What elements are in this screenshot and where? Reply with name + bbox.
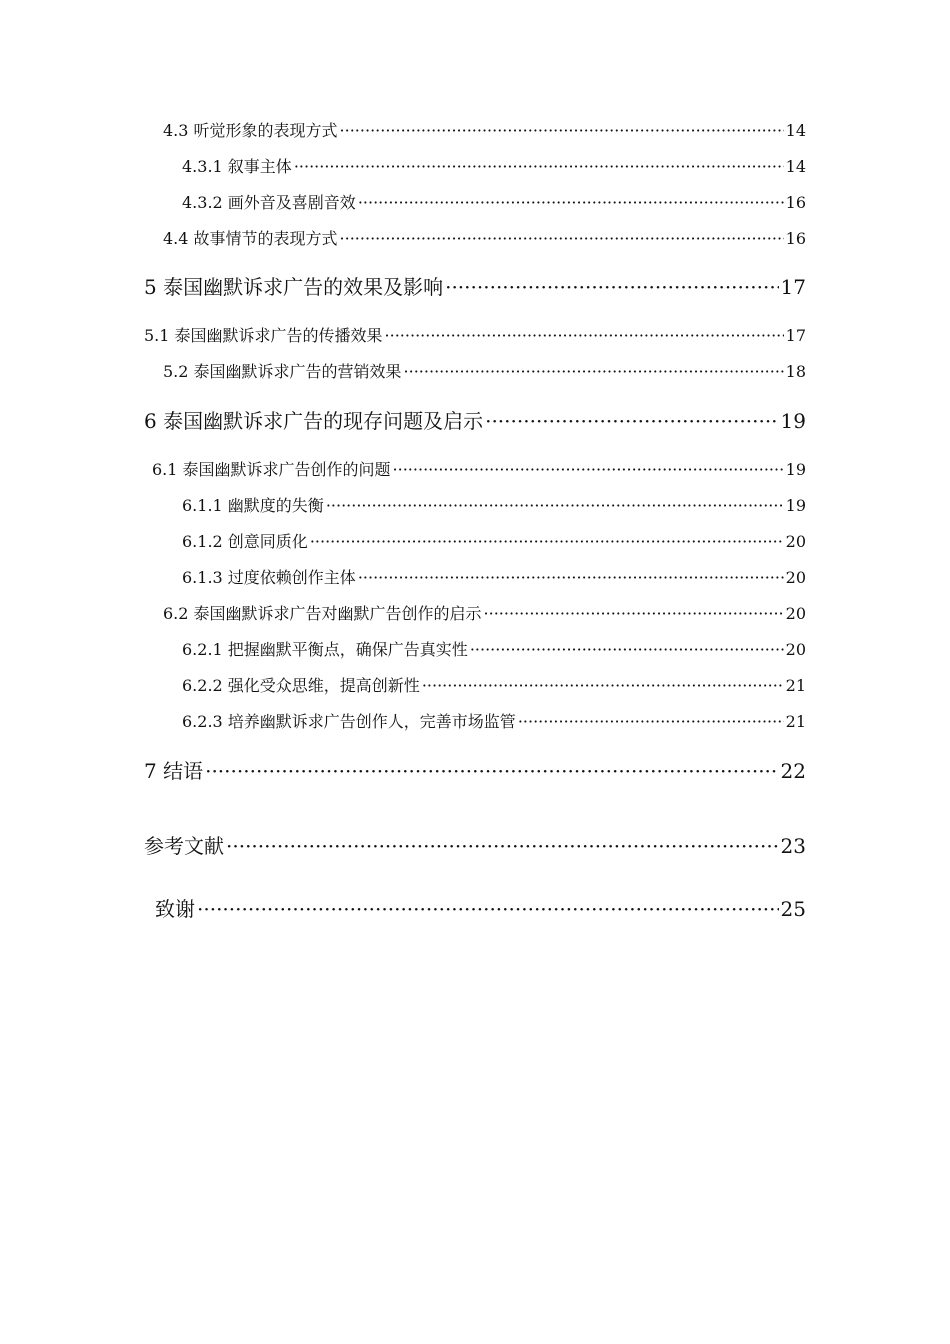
toc-entry-label: 5.1 泰国幽默诉求广告的传播效果 <box>144 326 383 345</box>
toc-entry-page: 14 <box>785 157 806 176</box>
dot-leader <box>422 676 784 695</box>
toc-entry-label: 6.2 泰国幽默诉求广告对幽默广告创作的启示 <box>163 604 482 623</box>
toc-entry[interactable] <box>182 154 806 177</box>
dot-leader <box>358 193 784 212</box>
dot-leader <box>484 604 784 623</box>
toc-entry-label: 6.1.2 创意同质化 <box>182 532 308 551</box>
toc-entry-label: 6.1.3 过度依赖创作主体 <box>182 568 356 587</box>
toc-chapter-label: 致谢 <box>155 897 195 921</box>
toc-entry-label: 6.1 泰国幽默诉求广告创作的问题 <box>152 460 391 479</box>
toc-entry[interactable] <box>182 637 806 660</box>
toc-entry[interactable] <box>163 359 806 382</box>
dot-leader <box>197 897 779 921</box>
toc-chapter-label: 5 泰国幽默诉求广告的效果及影响 <box>144 275 444 299</box>
toc-entry[interactable] <box>182 529 806 552</box>
toc-entry-page: 16 <box>785 229 806 248</box>
toc-entry-page: 21 <box>785 676 806 695</box>
toc-entry-label: 4.4 故事情节的表现方式 <box>163 229 338 248</box>
toc-entry[interactable] <box>163 226 806 249</box>
toc-entry-label: 6.1.1 幽默度的失衡 <box>182 496 324 515</box>
dot-leader <box>470 640 784 659</box>
toc-entry[interactable] <box>182 190 806 213</box>
dot-leader <box>385 326 784 345</box>
toc-entry-page: 21 <box>785 712 806 731</box>
dot-leader <box>310 532 784 551</box>
toc-entry-page: 20 <box>785 568 806 587</box>
toc-entry[interactable] <box>163 601 806 624</box>
dot-leader <box>393 460 784 479</box>
toc-entry[interactable] <box>182 673 806 696</box>
toc-entry-label: 6.2.2 强化受众思维，提高创新性 <box>182 676 420 695</box>
toc-entry-page: 20 <box>785 604 806 623</box>
toc-chapter[interactable] <box>144 755 806 784</box>
dot-leader <box>340 121 784 140</box>
toc-chapter-page: 23 <box>780 834 806 858</box>
toc-entry[interactable] <box>152 457 806 480</box>
toc-chapter-page: 19 <box>780 409 806 433</box>
toc-entry[interactable] <box>144 323 806 346</box>
toc-chapter-page: 25 <box>780 897 806 921</box>
toc-chapter[interactable] <box>144 830 806 859</box>
toc-entry-page: 18 <box>785 362 806 381</box>
toc-entry-label: 4.3.2 画外音及喜剧音效 <box>182 193 356 212</box>
dot-leader <box>294 157 784 176</box>
toc-entry[interactable] <box>182 493 806 516</box>
toc-entry-page: 14 <box>785 121 806 140</box>
toc-entry[interactable] <box>182 565 806 588</box>
toc-chapter-label: 7 结语 <box>144 759 204 783</box>
toc-entry-label: 6.2.1 把握幽默平衡点，确保广告真实性 <box>182 640 468 659</box>
toc-entry-page: 20 <box>785 532 806 551</box>
dot-leader <box>205 759 778 783</box>
dot-leader <box>226 834 779 858</box>
toc-chapter-page: 22 <box>780 759 806 783</box>
toc-entry[interactable] <box>182 709 806 732</box>
toc-entry[interactable] <box>163 118 806 141</box>
toc-chapter[interactable] <box>144 405 806 434</box>
toc-entry-page: 19 <box>785 460 806 479</box>
toc-chapter-page: 17 <box>780 275 806 299</box>
toc-entry-page: 19 <box>785 496 806 515</box>
toc-entry-label: 5.2 泰国幽默诉求广告的营销效果 <box>163 362 402 381</box>
toc-chapter[interactable] <box>144 271 806 300</box>
toc-chapter-label: 6 泰国幽默诉求广告的现存问题及启示 <box>144 409 484 433</box>
toc-entry-page: 20 <box>785 640 806 659</box>
toc-chapter-label: 参考文献 <box>144 834 224 858</box>
toc-entry-page: 16 <box>785 193 806 212</box>
dot-leader <box>485 409 778 433</box>
toc-entry-label: 4.3.1 叙事主体 <box>182 157 292 176</box>
dot-leader <box>518 712 784 731</box>
dot-leader <box>340 229 784 248</box>
toc-entry-label: 4.3 听觉形象的表现方式 <box>163 121 338 140</box>
toc-entry-page: 17 <box>785 326 806 345</box>
toc-entry-label: 6.2.3 培养幽默诉求广告创作人，完善市场监管 <box>182 712 516 731</box>
toc-chapter[interactable] <box>155 893 806 922</box>
dot-leader <box>358 568 784 587</box>
dot-leader <box>445 275 778 299</box>
dot-leader <box>326 496 784 515</box>
dot-leader <box>404 362 784 381</box>
